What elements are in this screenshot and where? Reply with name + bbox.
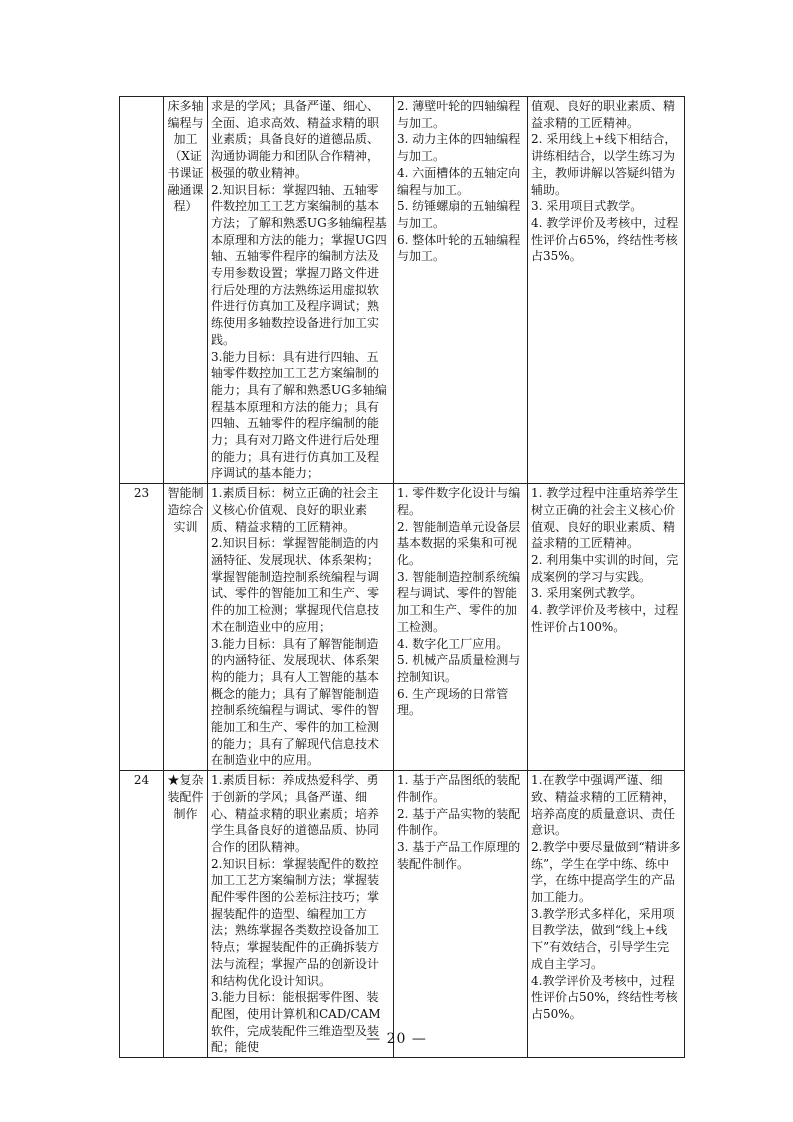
goal-item: 求是的学风；具备严谨、细心、全面、追求高效、精益求精的职业素质；具备良好的道德品质、沟通协调能力和团队合作精神，极强的敬业精神。 bbox=[211, 99, 380, 180]
goal-item: 2.知识目标：掌握装配件的数控加工工艺方案编制方法；掌握装配件零件图的公差标注技巧；掌握装配件的造型、编程加工方法；熟练掌握各类数控设备加工特点；掌握装配件的正确拆装方法与流程；掌握产品的创新设计和结构优化设计知识。 bbox=[211, 856, 380, 988]
method-item: 1. 教学过程中注重培养学生树立正确的社会主义核心价值观、良好的职业素质、精益求精的工匠精神。 bbox=[531, 486, 679, 551]
row-number: 24 bbox=[120, 771, 164, 1058]
method-item: 3.教学形式多样化，采用项目教学法，做到“线上+线下”有效结合，引导学生完成自主学习。 bbox=[531, 906, 675, 971]
content-item: 4. 数字化工厂应用。 bbox=[397, 636, 509, 651]
method-item: 2. 利用集中实训的时间，完成案例的学习与实践。 bbox=[531, 552, 679, 584]
method-item: 4.教学评价及考核中，过程性评价占50%，终结性考核占50%。 bbox=[531, 973, 678, 1021]
goal-item: 1.素质目标：养成热爱科学、勇于创新的学风；具备严谨、细心、精益求精的职业素质；培养学生具备良好的道德品质、协同合作的团队精神。 bbox=[211, 773, 380, 854]
table-row bbox=[120, 771, 685, 1058]
method-item: 值观、良好的职业素质、精益求精的工匠精神。 bbox=[531, 99, 676, 130]
table-row bbox=[120, 97, 685, 484]
course-goals bbox=[208, 771, 394, 1058]
course-contents bbox=[394, 97, 528, 484]
course-contents bbox=[394, 484, 528, 771]
method-item: 4. 教学评价及考核中，过程性评价占65%，终结性考核占35%。 bbox=[531, 215, 679, 264]
teaching-methods bbox=[528, 771, 685, 1058]
goal-item: 3.能力目标：能根据零件图、装配图，使用计算机和CAD/CAM软件，完成装配件三维造型及装配；能使 bbox=[211, 990, 381, 1055]
content-item: 3. 动力主体的四轴编程与加工。 bbox=[397, 132, 521, 164]
course-name: 智能制造综合实训 bbox=[164, 484, 208, 771]
course-name: 床多轴编程与加工（X证书课证融通课程） bbox=[164, 97, 208, 484]
method-item: 2.教学中要尽量做到“精讲多练”，学生在学中练、练中学，在练中提高学生的产品加工能力。 bbox=[531, 839, 681, 905]
page-number: — 20 — bbox=[366, 1031, 427, 1047]
content-item: 5. 机械产品质量检测与控制知识。 bbox=[397, 653, 521, 684]
content-item: 6. 生产现场的日常管理。 bbox=[397, 686, 509, 718]
method-item: 3. 采用案例式教学。 bbox=[531, 586, 643, 601]
content-item: 1. 零件数字化设计与编程。 bbox=[397, 486, 521, 517]
teaching-methods bbox=[528, 484, 685, 771]
content-item: 3. 基于产品工作原理的装配件制作。 bbox=[397, 839, 521, 871]
row-number bbox=[120, 97, 164, 484]
content-item: 5. 纺锤螺扇的五轴编程与加工。 bbox=[397, 199, 521, 230]
row-number: 23 bbox=[120, 484, 164, 771]
content-item: 6. 整体叶轮的五轴编程与加工。 bbox=[397, 232, 521, 264]
course-goals bbox=[208, 97, 394, 484]
course-contents bbox=[394, 771, 528, 1058]
content-item: 3. 智能制造控制系统编程与调试、零件的智能加工和生产、零件的加工检测。 bbox=[397, 569, 521, 634]
method-item: 4. 教学评价及考核中，过程性评价占100%。 bbox=[531, 603, 679, 634]
course-name: ★复杂装配件制作 bbox=[164, 771, 208, 1058]
content-item: 2. 智能制造单元设备层基本数据的采集和可视化。 bbox=[397, 519, 521, 567]
course-table bbox=[119, 96, 685, 1058]
goal-item: 3.能力目标：具有进行四轴、五轴零件数控加工工艺方案编制的能力；具有了解和熟悉UG多轴编程基本原理和方法的能力；具有四轴、五轴零件的程序编制的能力；具有对刀路文件进行后处理的能力；具有进行仿真加工及程序调试的基本能力； bbox=[211, 349, 387, 481]
goal-item: 2.知识目标：掌握四轴、五轴零件数控加工工艺方案编制的基本方法；了解和熟悉UG多轴编程基本原理和方法的能力；掌握UG四轴、五轴零件程序的编制方法及专用参数设置；掌握刀路文件进行后处理的方法熟练运用虚拟软件进行仿真加工及程序调试；熟练使用多轴数控设备进行加工实践。 bbox=[211, 182, 387, 347]
content-item: 1. 基于产品图纸的装配件制作。 bbox=[397, 773, 521, 804]
goal-item: 3.能力目标：具有了解智能制造的内涵特征、发展现状、体系架构的能力；具有人工智能的基本概念的能力；具有了解智能制造控制系统编程与调试、零件的智能加工和生产、零件的加工检测的能力；具有了解现代信息技术在制造业中的应用。 bbox=[211, 636, 380, 768]
goal-item: 2.知识目标：掌握智能制造的内涵特征、发展现状、体系架构；掌握智能制造控制系统编程与调试、零件的智能加工和生产、零件的加工检测；掌握现代信息技术在制造业中的应用； bbox=[211, 536, 380, 634]
teaching-methods bbox=[528, 97, 685, 484]
method-item: 3. 采用项目式教学。 bbox=[531, 199, 643, 214]
goal-item: 1.素质目标：树立正确的社会主义核心价值观、良好的职业素质、精益求精的工匠精神。 bbox=[211, 486, 379, 534]
content-item: 4. 六面槽体的五轴定向编程与加工。 bbox=[397, 165, 521, 197]
content-item: 2. 薄壁叶轮的四轴编程与加工。 bbox=[397, 99, 521, 130]
content-item: 2. 基于产品实物的装配件制作。 bbox=[397, 806, 521, 838]
method-item: 1.在教学中强调严谨、细致、精益求精的工匠精神，培养高度的质量意识、责任意识。 bbox=[531, 773, 676, 838]
method-item: 2. 采用线上+线下相结合，讲练相结合，以学生练习为主，教师讲解以答疑纠错为辅助。 bbox=[531, 132, 677, 197]
table-row bbox=[120, 484, 685, 771]
course-goals bbox=[208, 484, 394, 771]
